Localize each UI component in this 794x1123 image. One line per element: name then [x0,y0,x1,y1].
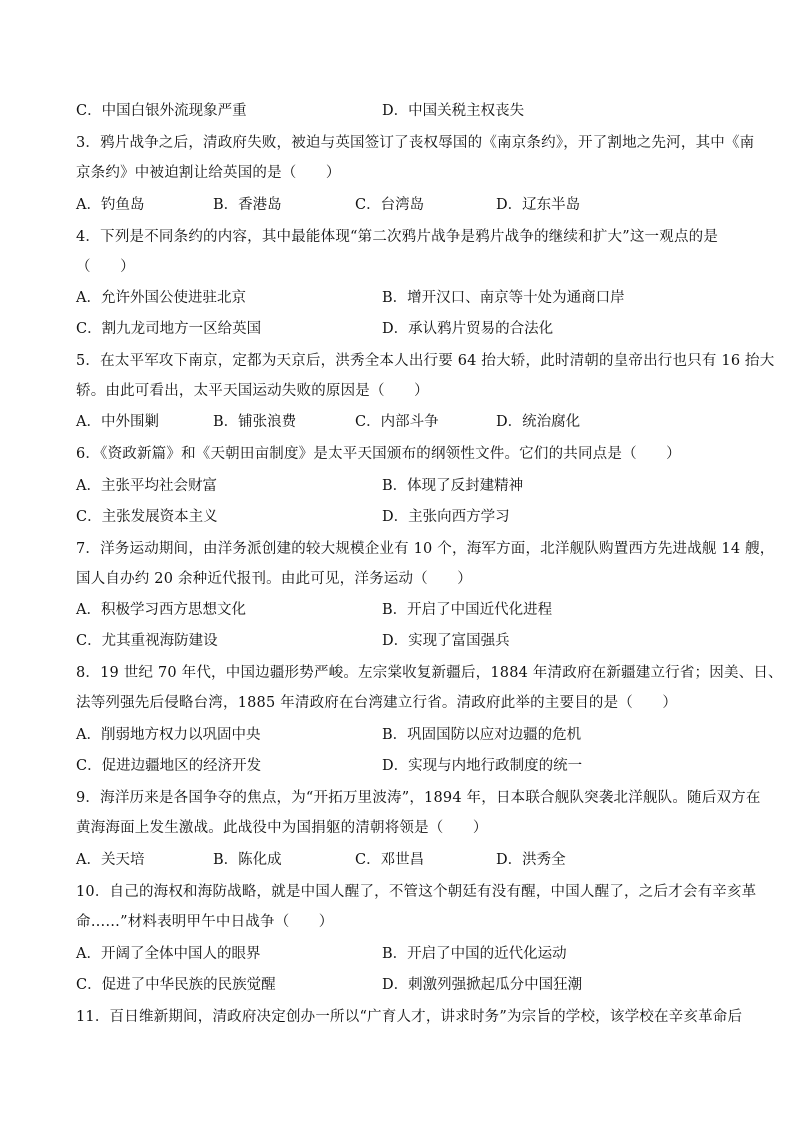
q4-stem-line-1: 4．下列是不同条约的内容，其中最能体现“第二次鸦片战争是鸦片战争的继续和扩大”这一观点的是 [76,229,719,245]
q5-stem-line-2: 轿。由此可看出，太平天国运动失败的原因是（ ） [76,383,429,399]
option-d: D．统治腐化 [496,414,581,430]
option-a: A．积极学习西方思想文化 [76,602,246,618]
q7-options-row-1 [76,600,726,620]
option-c: C．割九龙司地方一区给英国 [76,321,262,337]
option-b: B．巩固国防以应对边疆的危机 [382,727,582,743]
q5-stem-line-1: 5．在太平军攻下南京，定都为天京后，洪秀全本人出行要 64 抬大轿，此时清朝的皇帝出行也只有 16 抬大 [76,353,775,369]
q4-options-row-1 [76,288,726,308]
q3-stem-line-1: 3．鸦片战争之后，清政府失败，被迫与英国签订了丧权辱国的《南京条约》，开了割地之先河，其中《南 [76,135,755,151]
q7-stem-line-2: 国人自办约 20 余种近代报刊。由此可见，洋务运动（ ） [76,571,472,587]
option-d: D．实现了富国强兵 [382,633,510,649]
q3-stem-line-2: 京条约》中被迫割让给英国的是（ ） [76,165,341,181]
q2-options [76,101,726,121]
q4-stem-line-2: （ ） [76,259,135,275]
option-c: C．中国白银外流现象严重 [76,103,247,119]
option-a: A．钓鱼岛 [76,197,145,213]
option-c: C．邓世昌 [355,852,425,868]
option-c: C．台湾岛 [355,197,425,213]
q8-stem-line-2: 法等列强先后侵略台湾，1885 年清政府在台湾建立行省。清政府此举的主要目的是（ ） [76,695,678,711]
option-b: B．铺张浪费 [213,414,297,430]
option-b: B．香港岛 [213,197,282,213]
option-b: B．开启了中国近代化进程 [382,602,553,618]
option-d: D．承认鸦片贸易的合法化 [382,321,554,337]
q6-options-row-2 [76,507,726,527]
option-a: A．主张平均社会财富 [76,478,217,494]
q6-stem-line-1: 6．《资政新篇》和《天朝田亩制度》是太平天国颁布的纲领性文件。它们的共同点是（ ） [76,446,681,462]
option-a: A．允许外国公使进驻北京 [76,290,246,306]
q6-options-row-1 [76,476,726,496]
q7-options-row-2 [76,631,726,651]
option-a: A．削弱地方权力以巩固中央 [76,727,261,743]
q7-stem-line-1: 7．洋务运动期间，由洋务派创建的较大规模企业有 10 个，海军方面，北洋舰队购置西方先进战舰 14 艘， [76,541,775,557]
option-a: A．开阔了全体中国人的眼界 [76,946,261,962]
option-c: C．促进边疆地区的经济开发 [76,758,262,774]
q9-options [76,850,726,870]
q10-options-row-1 [76,944,726,964]
q10-options-row-2 [76,975,726,995]
q8-options-row-2 [76,756,726,776]
option-d: D．洪秀全 [496,852,566,868]
option-d: D．刺激列强掀起瓜分中国狂潮 [382,977,583,993]
option-c: C．尤其重视海防建设 [76,633,218,649]
q10-stem-line-1: 10．自己的海权和海防战略，就是中国人醒了，不管这个朝廷有没有醒，中国人醒了，之后才会有辛亥革 [76,884,757,900]
option-c: C．促进了中华民族的民族觉醒 [76,977,276,993]
option-b: B．开启了中国的近代化运动 [382,946,567,962]
option-b: B．增开汉口、南京等十处为通商口岸 [382,290,625,306]
q8-options-row-1 [76,725,726,745]
option-d: D．中国关税主权丧失 [382,103,525,119]
option-c: C．内部斗争 [355,414,439,430]
q4-options-row-2 [76,319,726,339]
q3-options [76,195,726,215]
q8-stem-line-1: 8．19 世纪 70 年代，中国边疆形势严峻。左宗棠收复新疆后，1884 年清政府在新疆建立行省；因美、日、 [76,665,783,681]
q9-stem-line-2: 黄海海面上发生激战。此战役中为国捐躯的清朝将领是（ ） [76,820,488,836]
option-a: A．关天培 [76,852,145,868]
option-d: D．主张向西方学习 [382,509,510,525]
q10-stem-line-2: 命……”材料表明甲午中日战争（ ） [76,914,334,930]
q5-options [76,412,726,432]
q9-stem-line-1: 9．海洋历来是各国争夺的焦点，为“开拓万里波涛”，1894 年，日本联合舰队突袭北洋舰队。随后双方在 [76,790,761,806]
option-d: D．辽东半岛 [496,197,581,213]
q11-stem-line-1: 11．百日维新期间，清政府决定创办一所以“广育人才，讲求时务”为宗旨的学校，该学校在辛亥革命后 [76,1009,743,1025]
option-d: D．实现与内地行政制度的统一 [382,758,583,774]
option-a: A．中外围剿 [76,414,159,430]
option-c: C．主张发展资本主义 [76,509,218,525]
option-b: B．陈化成 [213,852,282,868]
option-b: B．体现了反封建精神 [382,478,524,494]
